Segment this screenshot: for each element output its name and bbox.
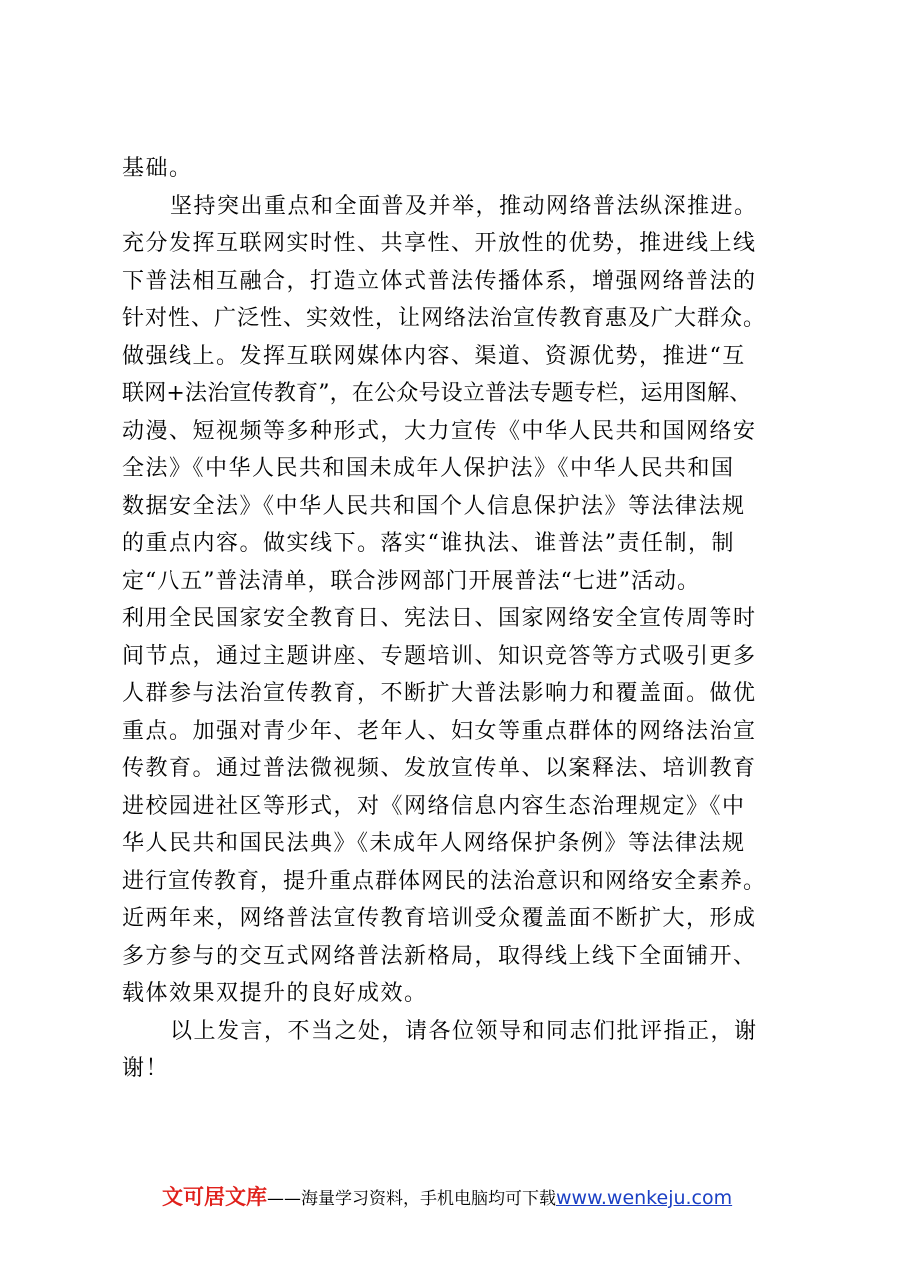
footer-tagline: ——海量学习资料，手机电脑均可下载 <box>267 1189 556 1209</box>
text-line: 谢！ <box>122 1056 170 1081</box>
text-line: 做强线上。发挥互联网媒体内容、渠道、资源优势，推进“互 <box>122 343 746 369</box>
text-line: 基础。 <box>122 156 193 181</box>
text-line: 动漫、短视频等多种形式，大力宣传《中华人民共和国网络安 <box>122 418 757 444</box>
text-line: 多方参与的交互式网络普法新格局，取得线上线下全面铺开、 <box>122 943 757 969</box>
brand-name: 文可居文库 <box>162 1185 267 1209</box>
text-line: 间节点，通过主题讲座、专题培训、知识竞答等方式吸引更多 <box>122 643 757 669</box>
text-line: 人群参与法治宣传教育，不断扩大普法影响力和覆盖面。做优 <box>122 681 757 706</box>
text-line: 充分发挥互联网实时性、共享性、开放性的优势，推进线上线 <box>122 231 757 256</box>
text-line: 下普法相互融合，打造立体式普法传播体系，增强网络普法的 <box>122 268 757 294</box>
text-line: 华人民共和国民法典》《未成年人网络保护条例》等法律法规 <box>122 831 746 856</box>
text-line: 进行宣传教育，提升重点群体网民的法治意识和网络安全素养。 <box>122 868 767 894</box>
text-line: 进校园进社区等形式，对《网络信息内容生态治理规定》《中 <box>122 793 746 819</box>
text-line: 传教育。通过普法微视频、发放宣传单、以案释法、培训教育 <box>122 756 757 781</box>
text-line: 利用全民国家安全教育日、宪法日、国家网络安全宣传周等时 <box>122 606 757 631</box>
paragraph-first-line: 坚持突出重点和全面普及并举，推动网络普法纵深推进。 <box>170 193 758 219</box>
website-link[interactable]: www.wenkeju.com <box>556 1187 733 1209</box>
paragraph-first-line: 以上发言，不当之处，请各位领导和同志们批评指正，谢 <box>170 1018 758 1044</box>
text-line: 重点。加强对青少年、老年人、妇女等重点群体的网络法治宣 <box>122 718 757 744</box>
footer-banner <box>162 1182 732 1212</box>
document-body <box>122 150 802 1088</box>
text-line: 定“八五”普法清单，联合涉网部门开展普法“七进”活动。 <box>122 568 700 594</box>
text-line: 联网+法治宣传教育”，在公众号设立普法专题专栏，运用图解、 <box>122 381 752 406</box>
text-line: 近两年来，网络普法宣传教育培训受众覆盖面不断扩大，形成 <box>122 906 757 931</box>
text-line: 数据安全法》《中华人民共和国个人信息保护法》等法律法规 <box>122 493 746 519</box>
text-line: 载体效果双提升的良好成效。 <box>122 981 428 1006</box>
text-line: 的重点内容。做实线下。落实“谁执法、谁普法”责任制，制 <box>122 531 735 556</box>
text-line: 全法》《中华人民共和国未成年人保护法》《中华人民共和国 <box>122 456 735 481</box>
text-line: 针对性、广泛性、实效性，让网络法治宣传教育惠及广大群众。 <box>122 306 767 331</box>
